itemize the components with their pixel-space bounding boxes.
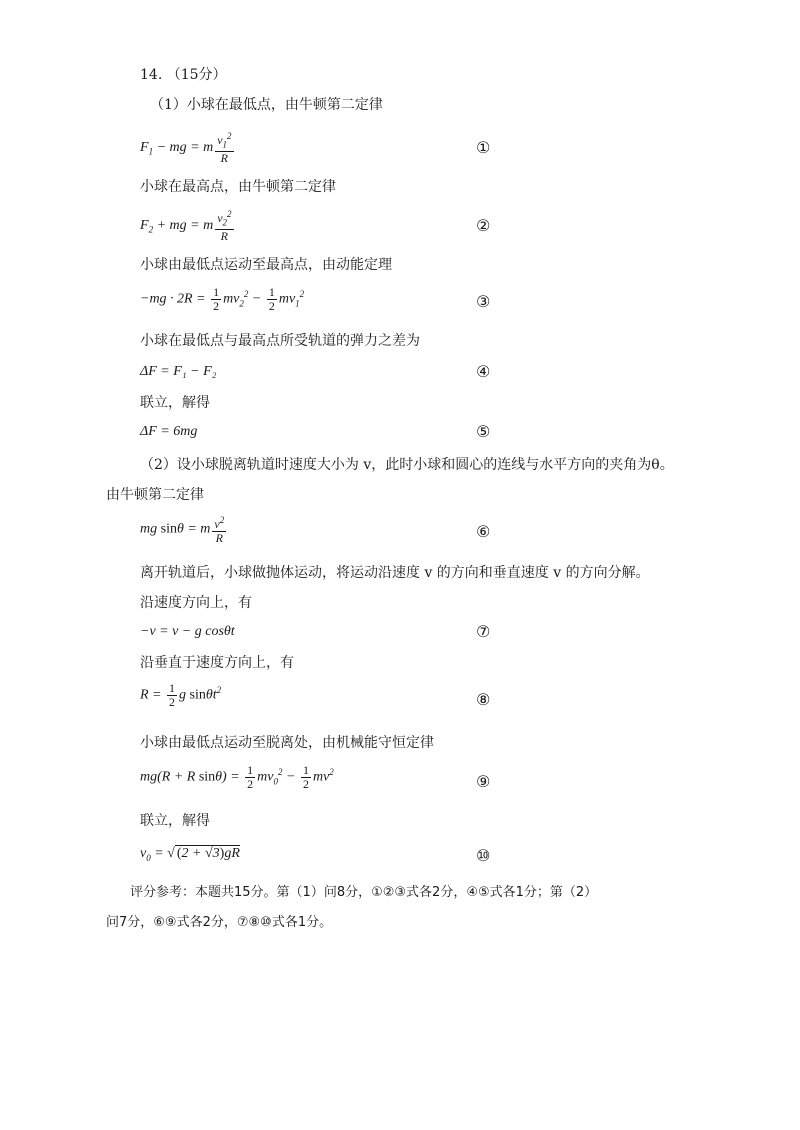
marker-7: ⑦ <box>476 622 491 641</box>
equation-1: $F_1$ − mg = m $\frac{v_1^2}{R}$ <box>140 131 232 166</box>
marker-6: ⑥ <box>476 522 491 541</box>
marker-10: ⑩ <box>476 846 491 865</box>
part1-intro: （1）小球在最低点，由牛顿第二定律 <box>150 97 383 113</box>
marker-4: ④ <box>476 362 491 381</box>
equation-10: $v_0$ = √ (2 + √3)gR <box>140 846 240 863</box>
part1-text-3: 小球由最低点运动至最高点，由动能定理 <box>140 257 392 273</box>
equation-9: mg(R + R sinθ) = $\frac{1}{2}$ $mv_0^2$ − $\frac{1}{2}$ $mv^2$ <box>140 763 334 791</box>
scoring-line-2: 问7分，⑥⑨式各2分，⑦⑧⑩式各1分。 <box>106 915 333 930</box>
equation-6: mg sinθ = m $\frac{v^2}{R}$ <box>140 515 225 545</box>
question-header: 14. （15分） <box>140 67 227 83</box>
part2-text-2: 离开轨道后，小球做抛体运动，将运动沿速度 v 的方向和垂直速度 v 的方向分解。 <box>140 565 650 581</box>
part2-text-3: 沿速度方向上，有 <box>140 595 252 611</box>
marker-3: ③ <box>476 292 491 311</box>
part2-intro: （2）设小球脱离轨道时速度大小为 v，此时小球和圆心的连线与水平方向的夹角为θ。 <box>140 457 674 473</box>
equation-4: ΔF = F₁ − F₂ <box>140 364 217 379</box>
equation-7: −v = v − g cosθt <box>140 624 235 639</box>
marker-8: ⑧ <box>476 690 491 709</box>
part1-text-2: 小球在最高点，由牛顿第二定律 <box>140 179 336 195</box>
marker-5: ⑤ <box>476 422 491 441</box>
part1-text-5: 联立，解得 <box>140 395 210 411</box>
part2-text-5: 小球由最低点运动至脱离处，由机械能守恒定律 <box>140 735 434 751</box>
scoring-line-1: 评分参考：本题共15分。第（1）问8分，①②③式各2分，④⑤式各1分；第（2） <box>130 885 598 900</box>
equation-3: −mg · 2R = $\frac{1}{2}$ $mv_2^2$ − $\frac{1}{2}$ $mv_1^2$ <box>140 285 305 313</box>
equation-5: ΔF = 6mg <box>140 424 198 439</box>
marker-1: ① <box>476 138 491 157</box>
marker-2: ② <box>476 216 491 235</box>
equation-8: R = $\frac{1}{2}$ g sinθt$^2$ <box>140 681 222 709</box>
part2-text-4: 沿垂直于速度方向上，有 <box>140 655 294 671</box>
equation-2: $F_2$ + mg = m $\frac{v_2^2}{R}$ <box>140 209 232 244</box>
part2-text-1: 由牛顿第二定律 <box>106 487 204 503</box>
marker-9: ⑨ <box>476 772 491 791</box>
part1-text-4: 小球在最低点与最高点所受轨道的弹力之差为 <box>140 333 420 349</box>
part2-text-6: 联立，解得 <box>140 813 210 829</box>
